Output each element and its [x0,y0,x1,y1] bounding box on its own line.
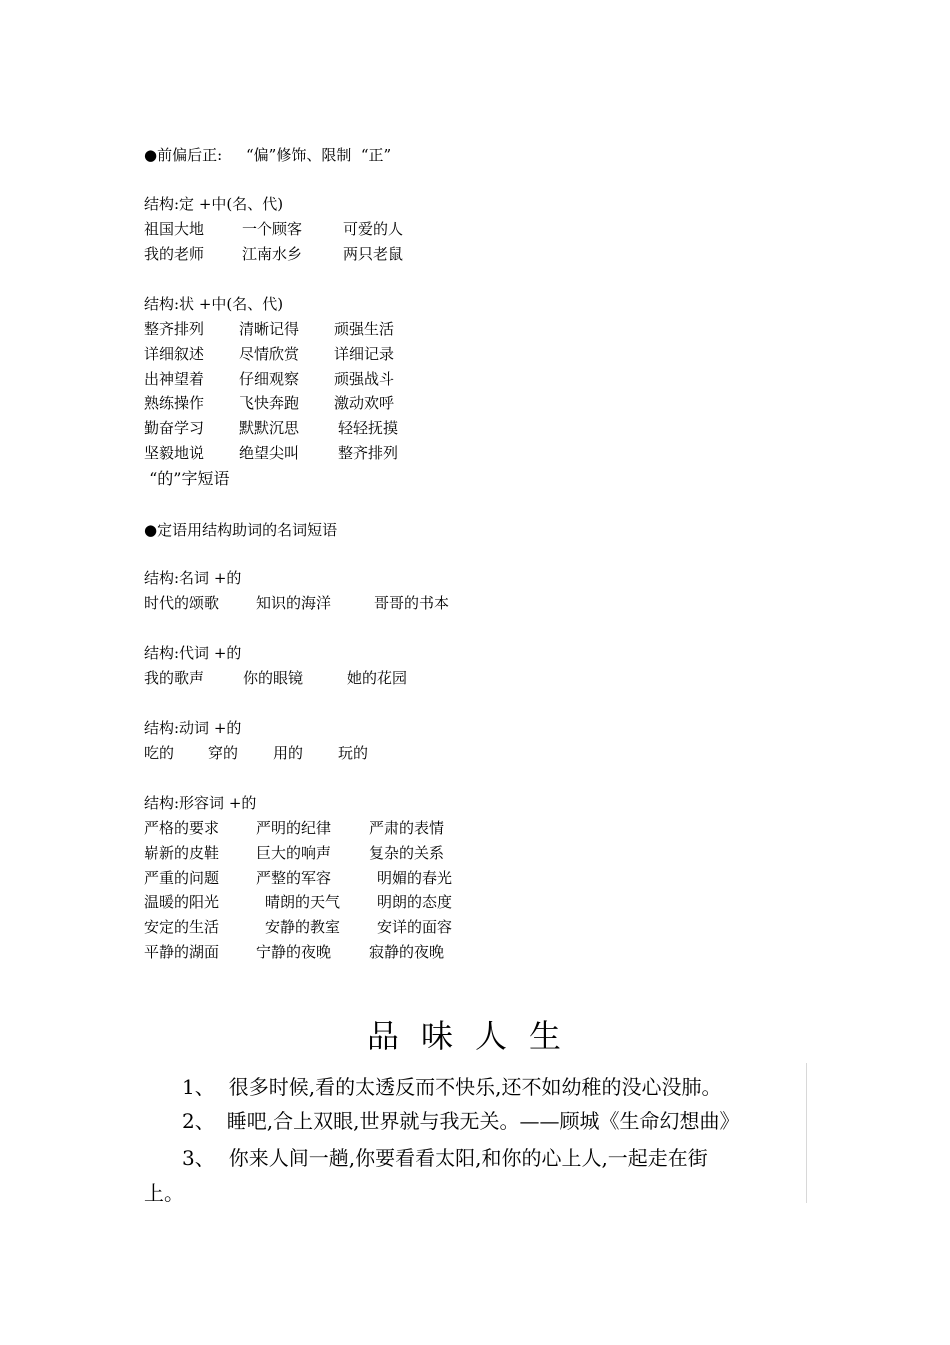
phrase: 寂静的夜晚 [369,943,445,961]
phrase: 巨大的响声 [256,844,332,862]
page-title: 品味人生 [366,1017,583,1055]
phrase: 激动欢呼 [334,394,395,412]
phrase: 江南水乡 [242,245,303,263]
section-heading-attributive: ●定语用结构助词的名词短语 [144,521,338,539]
phrase: 晴朗的天气 [265,893,341,911]
phrase: 温暖的阳光 [144,893,220,911]
quote-text: 你来人间一趟,你要看看太阳,和你的心上人,一起走在街 [228,1146,708,1170]
quote-number: 3、 [182,1146,215,1170]
phrase: 玩的 [338,744,369,762]
phrase: 你的眼镜 [243,669,304,687]
phrase: 明朗的态度 [377,893,453,911]
phrase: 祖国大地 [144,220,205,238]
phrase: 安定的生活 [144,918,220,936]
phrase: 仔细观察 [239,370,300,388]
phrase: 绝望尖叫 [239,444,300,462]
phrase: 整齐排列 [338,444,399,462]
phrase: 顽强战斗 [334,370,395,388]
phrase: 可爱的人 [343,220,404,238]
phrase: 宁静的夜晚 [256,943,332,961]
phrase: 熟练操作 [144,394,205,412]
phrase: 两只老鼠 [343,245,404,263]
phrase: 我的老师 [144,245,205,263]
phrase: 明媚的春光 [377,869,453,887]
phrase: 安详的面容 [377,918,453,936]
quote-2 [182,1107,739,1135]
phrase: 用的 [273,744,304,762]
structure-label: 结构:状 +中(名、代) [144,295,284,313]
structure-label: 结构:定 +中(名、代) [144,195,284,213]
phrase: 严明的纪律 [256,819,332,837]
quote-text: 睡吧,合上双眼,世界就与我无关。——顾城《生命幻想曲》 [226,1109,740,1133]
phrase: 吃的 [144,744,175,762]
phrase: 崭新的皮鞋 [144,844,220,862]
phrase: 严格的要求 [144,819,220,837]
de-phrase-label: “的”字短语 [144,469,230,488]
structure-label: 结构:代词 +的 [144,644,242,662]
phrase: 默默沉思 [239,419,300,437]
phrase: 坚毅地说 [144,444,205,462]
quote-text: 很多时候,看的太透反而不快乐,还不如幼稚的没心没肺。 [228,1075,722,1099]
phrase: 清晰记得 [239,320,300,338]
structure-label: 结构:动词 +的 [144,719,242,737]
quote-box [144,1063,807,1203]
phrase: 严整的军容 [256,869,332,887]
phrase: 我的歌声 [144,669,205,687]
phrase: 尽情欣赏 [239,345,300,363]
phrase: 勤奋学习 [144,419,205,437]
phrase: 飞快奔跑 [239,394,300,412]
phrase: 顽强生活 [334,320,395,338]
phrase: 出神望着 [144,370,205,388]
quote-number: 1、 [182,1075,215,1099]
phrase: 详细记录 [334,345,395,363]
phrase: 知识的海洋 [256,594,332,612]
phrase: 复杂的关系 [369,844,445,862]
structure-label: 结构:形容词 +的 [144,794,257,812]
phrase: 穿的 [208,744,239,762]
phrase: 时代的颂歌 [144,594,220,612]
phrase: 整齐排列 [144,320,205,338]
phrase: 严肃的表情 [369,819,445,837]
phrase: 严重的问题 [144,869,220,887]
phrase: 详细叙述 [144,345,205,363]
phrase: 安静的教室 [265,918,341,936]
quote-3 [182,1144,708,1172]
phrase: 轻轻抚摸 [338,419,399,437]
quote-number: 2、 [182,1109,215,1133]
phrase: 她的花园 [347,669,408,687]
phrase: 一个顾客 [242,220,303,238]
phrase: 哥哥的书本 [374,594,450,612]
quote-1 [182,1073,721,1101]
quote-3-continuation: 上。 [144,1181,184,1205]
structure-label: 结构:名词 +的 [144,569,242,587]
phrase: 平静的湖面 [144,943,220,961]
section-heading-pianzheng: ●前偏后正: “偏”修饰、限制 “正” [144,146,392,164]
